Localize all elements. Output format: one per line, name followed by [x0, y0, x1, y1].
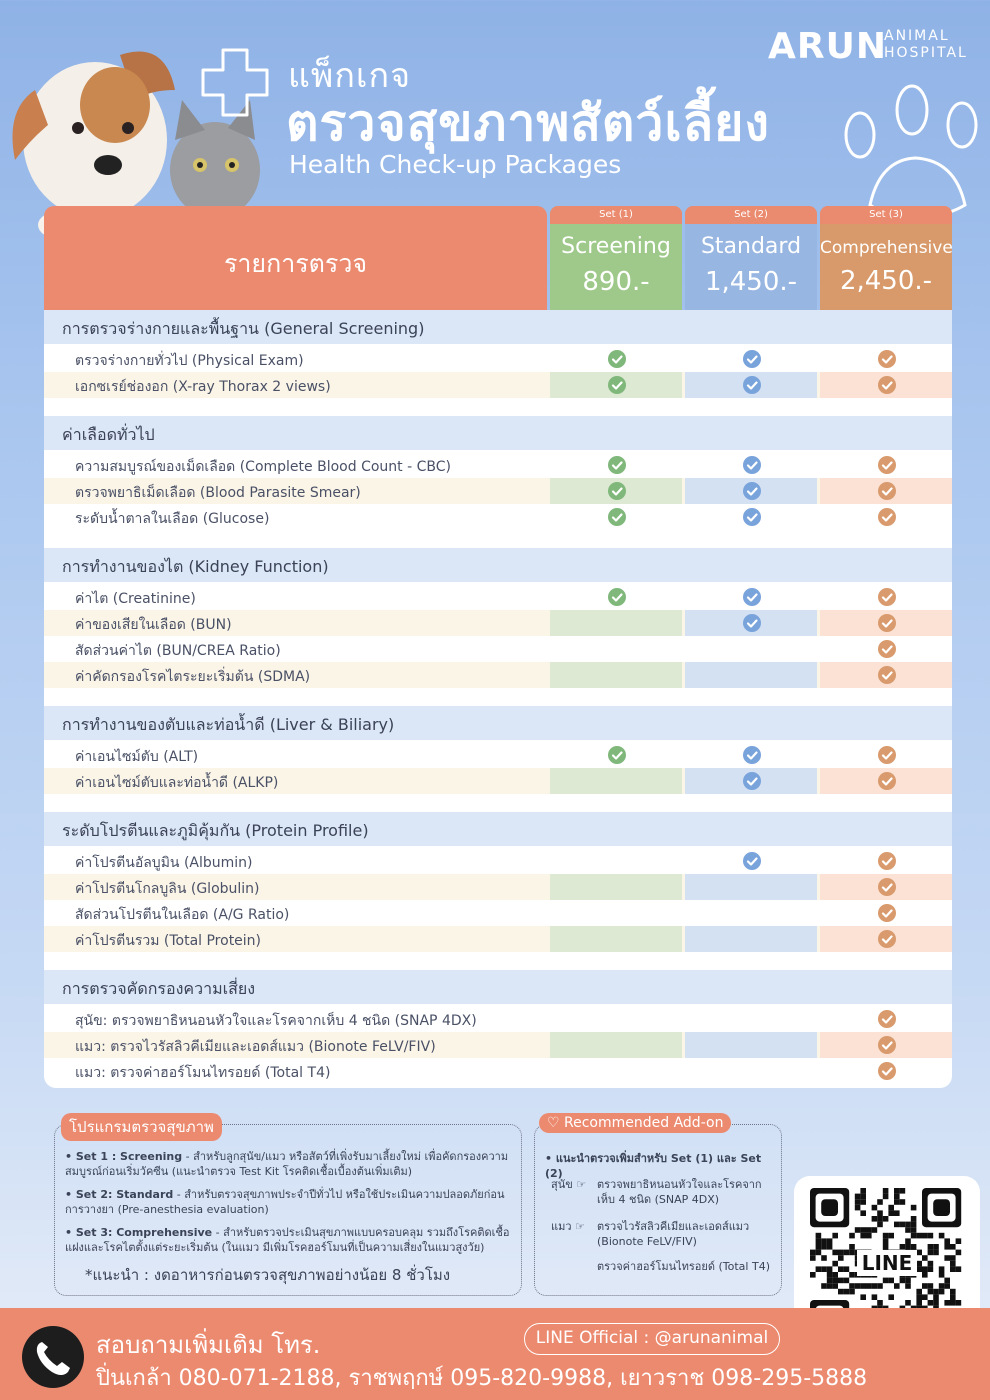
- brand-name: ARUN: [768, 26, 887, 67]
- row-label: สัดส่วนค่าไต (BUN/CREA Ratio): [75, 643, 281, 659]
- stethoscope-icon: ♡: [547, 1115, 565, 1131]
- table-row: [44, 1032, 952, 1058]
- medical-cross-icon: [195, 45, 275, 120]
- check-icon: [608, 376, 626, 394]
- set2-cell: [685, 848, 817, 874]
- check-icon: [608, 508, 626, 526]
- table-row: [44, 1006, 952, 1032]
- set3-cell: [820, 662, 952, 688]
- table-row: [44, 900, 952, 926]
- addon-box: [534, 1115, 782, 1296]
- set2-cell: [685, 662, 817, 688]
- qr-line-label: LINE: [857, 1250, 917, 1276]
- set1-cell: [550, 1058, 682, 1084]
- row-label: ตรวจร่างกายทั่วไป (Physical Exam): [75, 353, 304, 369]
- set2-column-header: [685, 206, 817, 310]
- brand-sub: ANIMAL HOSPITAL: [884, 28, 968, 61]
- set2-tab: Set (2): [685, 206, 817, 224]
- table-row: [44, 346, 952, 372]
- row-label: ค่าเอนไซม์ตับ (ALT): [75, 749, 199, 765]
- addon-cat-text1: ตรวจไวรัสลิวคีเมียและเอดส์แมว (Bionote FeLV/FIV): [597, 1220, 750, 1248]
- check-icon: [608, 482, 626, 500]
- set3-cell: [820, 478, 952, 504]
- set3-cell: [820, 874, 952, 900]
- set3-tab: Set (3): [820, 206, 952, 224]
- check-icon: [608, 456, 626, 474]
- set3-description: • Set 3: Comprehensive - สำหรับตรวจประเมินสุขภาพแบบครอบคลุม รวมถึงโรคติดเชื้อแฝงและโรคไตตั้งแต่ระยะเริ่มต้น (ในแมว มีเพิ่มโรคฮอร์โมนที่เป็นความเสี่ยงในแมวสูงวัย): [65, 1226, 510, 1254]
- set2-cell: [685, 452, 817, 478]
- set3-cell: [820, 848, 952, 874]
- title-line1: แพ็กเกจ: [288, 56, 412, 96]
- set3-column-header: [820, 206, 952, 310]
- set1-cell: [550, 610, 682, 636]
- table-row: [44, 662, 952, 688]
- check-icon: [608, 588, 626, 606]
- set2-cell: [685, 742, 817, 768]
- table-row: [44, 610, 952, 636]
- row-label: ค่าของเสียในเลือด (BUN): [75, 617, 232, 633]
- row-label: สุนัข: ตรวจพยาธิหนอนหัวใจและโรคจากเห็บ 4 ชนิด (SNAP 4DX): [75, 1013, 477, 1029]
- set1-tab: Set (1): [550, 206, 682, 224]
- set3-cell: [820, 584, 952, 610]
- contact-title: สอบถามเพิ่มเติม โทร.: [96, 1331, 321, 1359]
- check-icon: [743, 508, 761, 526]
- section-header: การทำงานของไต (Kidney Function): [44, 548, 952, 582]
- check-icon: [743, 852, 761, 870]
- line-official-link[interactable]: LINE Official : @arunanimal: [524, 1323, 780, 1355]
- set3-cell: [820, 636, 952, 662]
- set3-cell: [820, 768, 952, 794]
- check-icon: [743, 588, 761, 606]
- check-icon: [878, 878, 896, 896]
- phone-icon: [22, 1326, 84, 1388]
- check-icon: [743, 350, 761, 368]
- set3-cell: [820, 452, 952, 478]
- set3-cell: [820, 346, 952, 372]
- check-icon: [878, 640, 896, 658]
- set1-name: Screening: [561, 234, 671, 259]
- addon-tag: ♡ Recommended Add-on: [539, 1113, 731, 1133]
- set1-cell: [550, 636, 682, 662]
- section-header: ค่าเลือดทั่วไป: [44, 416, 952, 450]
- set1-cell: [550, 346, 682, 372]
- set2-cell: [685, 768, 817, 794]
- section-header: การตรวจคัดกรองความเสี่ยง: [44, 970, 952, 1004]
- set2-cell: [685, 900, 817, 926]
- table-row: [44, 478, 952, 504]
- table-row: [44, 504, 952, 530]
- row-label: สัดส่วนโปรตีนในเลือด (A/G Ratio): [75, 907, 290, 923]
- check-icon: [878, 666, 896, 684]
- row-label: ระดับน้ำตาลในเลือด (Glucose): [75, 511, 270, 527]
- set1-cell: [550, 584, 682, 610]
- program-info-tag: โปรแกรมตรวจสุขภาพ: [61, 1113, 222, 1141]
- set1-cell: [550, 452, 682, 478]
- set2-cell: [685, 584, 817, 610]
- set1-cell: [550, 874, 682, 900]
- set2-price: 1,450.-: [704, 267, 798, 297]
- section-header: การตรวจร่างกายและพื้นฐาน (General Screening): [44, 310, 952, 344]
- check-icon: [878, 904, 896, 922]
- set3-cell: [820, 610, 952, 636]
- check-icon: [743, 376, 761, 394]
- row-label: ตรวจพยาธิเม็ดเลือด (Blood Parasite Smear): [75, 485, 361, 501]
- set3-cell: [820, 372, 952, 398]
- check-icon: [878, 588, 896, 606]
- set3-cell: [820, 1032, 952, 1058]
- set1-cell: [550, 372, 682, 398]
- check-icon: [608, 746, 626, 764]
- addon-dog-label: สุนัข ☞: [551, 1178, 587, 1191]
- package-table: [44, 310, 952, 1088]
- check-icon: [878, 1010, 896, 1028]
- set2-cell: [685, 636, 817, 662]
- set1-cell: [550, 742, 682, 768]
- table-row: [44, 452, 952, 478]
- set1-column-header: [550, 206, 682, 310]
- row-label: แมว: ตรวจไวรัสลิวคีเมียและเอดส์แมว (Bionote FeLV/FIV): [75, 1039, 436, 1055]
- table-row: [44, 636, 952, 662]
- set1-cell: [550, 768, 682, 794]
- section-header: การทำงานของตับและท่อน้ำดี (Liver & Biliary): [44, 706, 952, 740]
- check-icon: [878, 1036, 896, 1054]
- set2-cell: [685, 478, 817, 504]
- set2-cell: [685, 1006, 817, 1032]
- addon-heading: • แนะนำตรวจเพิ่มสำหรับ Set (1) และ Set (2): [545, 1152, 762, 1180]
- set2-description: • Set 2: Standard - สำหรับตรวจสุขภาพประจำปีทั่วไป หรือใช้ประเมินความปลอดภัยก่อนการวางยา (Pre-anesthesia evaluation): [65, 1188, 505, 1216]
- header: [0, 0, 990, 210]
- contact-phones[interactable]: ปิ่นเกล้า 080-071-2188, ราชพฤกษ์ 095-820-9988, เยาวราช 098-295-5888: [96, 1366, 868, 1391]
- check-icon: [878, 508, 896, 526]
- page-subtitle: Health Check-up Packages: [289, 150, 622, 179]
- addon-cat-text2: ตรวจค่าฮอร์โมนไทรอยด์ (Total T4): [597, 1260, 770, 1273]
- set1-cell: [550, 504, 682, 530]
- set3-cell: [820, 900, 952, 926]
- check-icon: [743, 482, 761, 500]
- set1-cell: [550, 926, 682, 952]
- check-icon: [743, 746, 761, 764]
- pointing-hand-icon: ☞: [576, 1178, 587, 1191]
- set3-cell: [820, 504, 952, 530]
- set2-cell: [685, 1058, 817, 1084]
- row-label: ค่าเอนไซม์ตับและท่อน้ำดี (ALKP): [75, 775, 279, 791]
- check-icon: [878, 746, 896, 764]
- page-title: ตรวจสุขภาพสัตว์เลี้ยง: [286, 94, 770, 152]
- set2-cell: [685, 874, 817, 900]
- check-icon: [743, 772, 761, 790]
- set3-price: 2,450.-: [839, 266, 933, 296]
- check-icon: [878, 930, 896, 948]
- set3-cell: [820, 926, 952, 952]
- check-icon: [743, 614, 761, 632]
- table-row: [44, 1058, 952, 1084]
- set2-cell: [685, 346, 817, 372]
- set1-cell: [550, 662, 682, 688]
- set2-name: Standard: [700, 234, 802, 259]
- set3-name: Comprehensive: [820, 238, 953, 258]
- set2-cell: [685, 504, 817, 530]
- check-icon: [878, 350, 896, 368]
- set1-cell: [550, 900, 682, 926]
- table-row: [44, 926, 952, 952]
- fasting-note: *แนะนำ : งดอาหารก่อนตรวจสุขภาพอย่างน้อย 8 ชั่วโมง: [85, 1266, 451, 1284]
- table-row: [44, 742, 952, 768]
- check-icon: [878, 1062, 896, 1080]
- section-header: ระดับโปรตีนและภูมิคุ้มกัน (Protein Profile): [44, 812, 952, 846]
- set1-cell: [550, 1006, 682, 1032]
- table-row: [44, 874, 952, 900]
- set3-cell: [820, 1058, 952, 1084]
- row-label: ค่าคัดกรองโรคไตระยะเริ่มต้น (SDMA): [75, 669, 311, 685]
- row-label: ค่าไต (Creatinine): [75, 591, 196, 607]
- check-icon: [878, 614, 896, 632]
- table-header: [44, 206, 952, 310]
- set2-cell: [685, 1032, 817, 1058]
- table-row: [44, 848, 952, 874]
- set1-cell: [550, 478, 682, 504]
- table-row: [44, 372, 952, 398]
- set1-description: • Set 1 : Screening - สำหรับลูกสุนัข/แมว หรือสัตว์ที่เพิ่งรับมาเลี้ยงใหม่ เพื่อคัดกรองความสมบูรณ์ก่อนเริ่มวัคซีน (แนะนำตรวจ Test Kit โรคติดเชื้อเบื้องต้นเพิ่มเติม): [65, 1150, 509, 1178]
- row-label: ค่าโปรตีนอัลบูมิน (Albumin): [75, 855, 253, 871]
- table-header-label: รายการตรวจ: [44, 206, 547, 310]
- check-icon: [878, 376, 896, 394]
- set1-price: 890.-: [582, 267, 650, 297]
- check-icon: [878, 456, 896, 474]
- set2-cell: [685, 372, 817, 398]
- set2-cell: [685, 926, 817, 952]
- check-icon: [608, 350, 626, 368]
- check-icon: [878, 852, 896, 870]
- check-icon: [878, 772, 896, 790]
- check-icon: [743, 456, 761, 474]
- program-info-box: [54, 1118, 522, 1296]
- set1-cell: [550, 1032, 682, 1058]
- row-label: เอกซเรย์ช่องอก (X-ray Thorax 2 views): [75, 379, 331, 395]
- row-label: แมว: ตรวจค่าฮอร์โมนไทรอยด์ (Total T4): [75, 1065, 331, 1081]
- pointing-hand-icon: ☞: [575, 1220, 585, 1233]
- set2-cell: [685, 610, 817, 636]
- addon-dog-text: ตรวจพยาธิหนอนหัวใจและโรคจากเห็บ 4 ชนิด (SNAP 4DX): [597, 1178, 762, 1206]
- addon-cat-label: แมว ☞: [551, 1220, 585, 1233]
- row-label: ค่าโปรตีนรวม (Total Protein): [75, 933, 262, 949]
- set3-cell: [820, 742, 952, 768]
- paw-icon: [840, 80, 990, 220]
- row-label: ค่าโปรตีนโกลบูลิน (Globulin): [75, 881, 260, 897]
- check-icon: [878, 482, 896, 500]
- table-row: [44, 584, 952, 610]
- row-label: ความสมบูรณ์ของเม็ดเลือด (Complete Blood Count - CBC): [75, 459, 451, 475]
- set3-cell: [820, 1006, 952, 1032]
- table-row: [44, 768, 952, 794]
- set1-cell: [550, 848, 682, 874]
